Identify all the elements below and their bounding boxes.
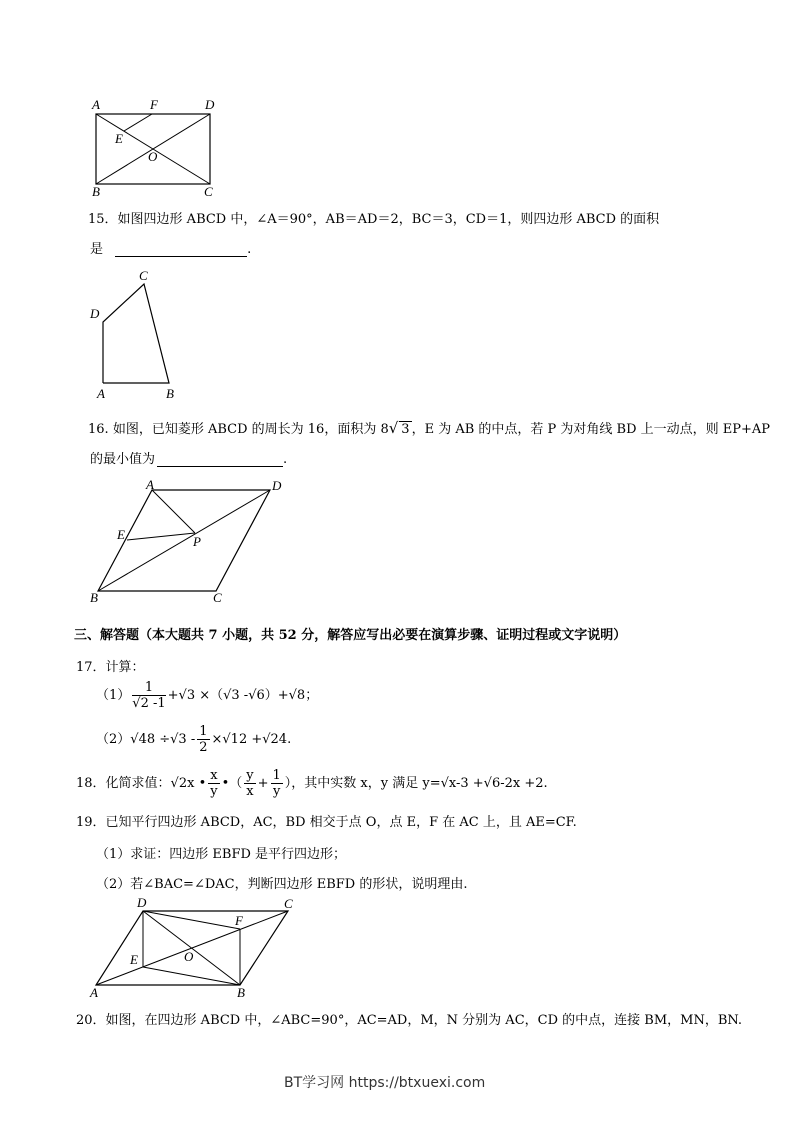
q16-prefix: 的最小值为	[90, 452, 156, 467]
fraction-denominator: x	[246, 784, 254, 799]
q17-p1-label: （1）	[96, 688, 131, 703]
label-P: P	[193, 534, 201, 549]
label-E: E	[117, 527, 125, 542]
label-D: D	[272, 478, 282, 493]
q17-p2-label: （2）	[96, 732, 131, 747]
q15-text: 如图四边形 ABCD 中，∠A＝90°，AB＝AD＝2，BC＝3，CD＝1，则四边形 ABCD 的面积	[117, 212, 660, 227]
label-D: D	[205, 97, 215, 112]
q18-expr-c: ），其中实数 x，y 满足 y=√x-3 +√6-2x +2.	[284, 776, 548, 791]
label-A: A	[97, 386, 105, 401]
fraction-numerator: x	[210, 768, 218, 783]
label-C: C	[284, 896, 293, 911]
fraction-numerator: y	[246, 768, 254, 783]
label-A: A	[146, 477, 154, 492]
fraction-numerator: 1	[199, 724, 208, 739]
q17-title: 17．计算：	[76, 660, 145, 675]
q18-number: 18．化简求值：	[76, 776, 171, 791]
label-E: E	[130, 952, 138, 967]
q16-text-a: 如图，已知菱形 ABCD 的周长为 16，面积为 8	[112, 422, 389, 437]
label-C: C	[139, 268, 148, 283]
label-O: O	[148, 149, 158, 164]
label-B: B	[237, 985, 245, 1000]
q18-expr-b: •（	[221, 776, 243, 791]
fraction-denominator: y	[210, 784, 218, 799]
fraction-denominator: 2	[199, 740, 208, 755]
fraction-denominator: y	[272, 784, 281, 799]
q19-title: 19．已知平行四边形 ABCD，AC，BD 相交于点 O，点 E，F 在 AC 上，且 AE=CF.	[76, 815, 577, 830]
label-B: B	[92, 184, 100, 199]
q15-suffix: .	[247, 242, 252, 257]
q19-part1: （1）求证：四边形 EBFD 是平行四边形；	[96, 847, 347, 862]
label-C: C	[204, 184, 213, 199]
q16-suffix: .	[283, 452, 288, 467]
fraction-numerator: 1	[132, 680, 165, 696]
label-A: A	[92, 97, 100, 112]
label-F: F	[235, 913, 243, 928]
q17-p2-b: ×√12 +√24.	[211, 732, 292, 747]
q15-number: 15．	[88, 212, 118, 227]
q16-text-b: ，E 为 AB 的中点，若 P 为对角线 BD 上一动点，则 EP+AP	[411, 422, 771, 437]
q18-expr-a: √2x •	[170, 776, 207, 791]
label-O: O	[184, 949, 194, 964]
footer-watermark[interactable]: BT学习网 https://btxuexi.com	[284, 1075, 486, 1091]
q19-part2: （2）若∠BAC=∠DAC，判断四边形 EBFD 的形状，说明理由.	[96, 877, 468, 892]
fraction-numerator: 1	[272, 768, 281, 783]
label-B: B	[166, 386, 174, 401]
label-F: F	[150, 97, 158, 112]
q17-p1-rest: +√3 ×（√3 -√6）+√8；	[167, 688, 319, 703]
label-C: C	[213, 590, 222, 605]
fraction-denominator: √2 -1	[132, 696, 166, 711]
q18-plus: +	[257, 776, 269, 791]
q20-title: 20．如图，在四边形 ABCD 中，∠ABC=90°，AC=AD，M，N 分别为 AC，CD 的中点，连接 BM，MN，BN.	[76, 1013, 743, 1028]
q17-p2-a: √48 ÷√3 -	[130, 732, 196, 747]
q16-number: 16.	[88, 422, 109, 437]
section-heading: 三、解答题（本大题共 7 小题，共 52 分，解答应写出必要在演算步骤、证明过程或文字说明）	[74, 628, 627, 643]
label-D: D	[137, 895, 147, 910]
label-E: E	[115, 131, 123, 146]
label-A: A	[90, 985, 98, 1000]
q15-prefix: 是	[90, 242, 104, 257]
q16-sqrt-value: 3	[401, 422, 410, 437]
label-D: D	[90, 306, 100, 321]
label-B: B	[90, 590, 98, 605]
sqrt-symbol: √	[388, 419, 399, 437]
